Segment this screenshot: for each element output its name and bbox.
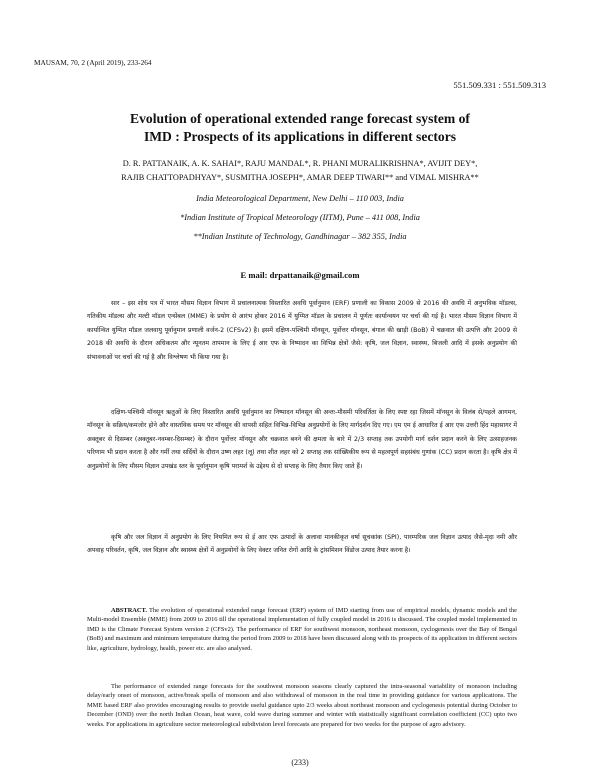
affiliation-imd: India Meteorological Department, New Delhi – 110 003, India: [196, 194, 404, 203]
affiliation-iit: **Indian Institute of Technology, Gandhinagar – 382 355, India: [193, 232, 407, 241]
page-number: (233): [291, 758, 309, 767]
journal-reference: MAUSAM, 70, 2 (April 2019), 233-264: [34, 58, 152, 67]
english-abstract-para-2: The performance of extended range forecasts for the southwest monsoon seasons clearly captured the intra-seasonal variability of monsoon including delay/early onset of monsoon, active/break spells of monsoon and also withdrawal of monsoon in the real time in providing guidance for various applications. The MME based ERF also provides encouraging results to provide useful guidance upto 2/3 weeks about northeast monsoon and cyclogenesis potential during October to December (OND) over the north Indian Ocean, heat wave, cold wave during summer and winter with statistically significant correlation coefficient (CC) upto two weeks. For applications in agriculture sector meteorological subdivision level forecasts are prepared for two weeks for the purpose of agro advisory.: [87, 683, 517, 728]
hindi-abstract-para-2: दक्षिण-पश्चिमी मॉनसून ऋतुओं के लिए विस्तारित अवधि पूर्वानुमान का निष्पादन मॉनसून की अन्तः-मौसमी परिवर्तिता के लिए स्पष्ट रहा जिसमें मॉनसून के विलंब से/पहले आगमन, मॉनसून के सक्रिय/कमजोर होने और वास्तविक समय पर मॉनसून की वापसी सहित विभिन्न-विभिन्न अनुप्रयोगों के लिए मार्गदर्शन दिए गए। एम एम ई आधारित ई आर एफ उत्तरी हिंद महासागर में अक्तूबर से दिसम्बर (अक्तूबर-नवम्बर-दिसम्बर) के दौरान पूर्वोत्तर मॉनसून और चक्रवात बनने की क्षमता के बारे में 2/3 सप्ताह तक उपयोगी मार्ग दर्शन प्रदान करने के लिए उत्साहजनक परिणाम भी प्रदान करता है और गर्मी तथा सर्दियों के दौरान उष्ण लहर (लू) तथा शीत लहर को 2 सप्ताह तक सांख्यिकीय रूप से महत्वपूर्ण सहसंबंध गुणांक (CC) प्रदान करता है। कृषि क्षेत्र में अनुप्रयोगों के लिए मौसम विज्ञान उपखंड स्तर के पूर्वानुमान कृषि परामर्श के उद्देश्य से दो सप्ताह के लिए तैयार किए जाते हैं।: [87, 409, 517, 470]
authors-line-2: RAJIB CHATTOPADHYAY*, SUSMITHA JOSEPH*, AMAR DEEP TIWARI** and VIMAL MISHRA**: [121, 173, 479, 182]
contact-email: E mail: drpattanaik@gmail.com: [240, 270, 360, 280]
english-abstract-para-1: [87, 606, 517, 653]
udc-classification: 551.509.331 : 551.509.313: [453, 80, 546, 90]
title-line-2: IMD : Prospects of its applications in different sectors: [143, 129, 457, 144]
abstract-label: ABSTRACT.: [111, 607, 147, 614]
abstract-text: The evolution of operational extended range forecast (ERF) system of IMD starting from use of empirical models, dynamic models and the Multi-model Ensemble (MME) from 2009 to 2016 till the operational implementation of fully coupled model in 2016 is discussed. The coupled model implemented in IMD is the Climate Forecast System version 2 (CFSv2). The performance of ERF for southwest monsoon, northeast monsoon, cyclogenesis over the Bay of Bengal (BoB) and maximum and minimum temperature during the period from 2009 to 2018 have been discussed along with its prospects of its application in different sectors like, agriculture, hydrology, health, power etc. are also analysed.: [87, 607, 517, 652]
authors-line-1: D. R. PATTANAIK, A. K. SAHAI*, RAJU MANDAL*, R. PHANI MURALIKRISHNA*, AVIJIT DEY*,: [122, 159, 478, 168]
affiliation-iitm: *Indian Institute of Tropical Meteorology (IITM), Pune – 411 008, India: [180, 213, 420, 222]
hindi-abstract-para-1: सार – इस शोध पत्र में भारत मौसम विज्ञान विभाग में प्रचालनात्मक विस्तारित अवधि पूर्वानुमान (ERF) प्रणाली का विकास 2009 से 2016 की अवधि में अनुभविक मॉडल्स, गतिकीय मॉडल्स और मल्टी मॉडल एन्सेंबल (MME) के प्रयोग से आरंभ होकर 2016 में युग्मित मॉडल के प्रचालन में पूर्णतः कार्यान्वयन पर चर्चा की गई है। भारत मौसम विज्ञान विभाग में कार्यान्वित युग्मित मॉडल जलवायु पूर्वानुमान प्रणाली वर्जन-2 (CFSv2) है। इसमें दक्षिण-पश्चिमी मॉनसून, पूर्वोत्तर मॉनसून, बंगाल की खाड़ी (BoB) में चक्रवात की उत्पत्ति और 2009 से 2018 की अवधि के दौरान अधिकतम और न्यूनतम तापमान के लिए ई आर एफ के निष्पादन का विभिन्न क्षेत्रों जैसे: कृषि, जल विज्ञान, स्वास्थ्य, बिजली आदि में इसके अनुप्रयोग की संभावनाओं पर चर्चा की गई है और विश्लेषण भी किया गया है।: [87, 300, 517, 361]
author-list: [48, 157, 552, 185]
paper-title: [60, 110, 540, 146]
title-line-1: Evolution of operational extended range forecast system of: [130, 111, 470, 126]
hindi-abstract-para-3: कृषि और जल विज्ञान में अनुप्रयोग के लिए नियमित रूप से ई आर एफ उत्पादों के अलावा मानकीकृत वर्षा सूचकांक (SPI), पारम्परिक जल विज्ञान उत्पाद जैसे-मृदा नमी और अपवाह परिवर्तन, कृषि, जल विज्ञान और स्वास्थ्य क्षेत्रों में अनुप्रयोगों के लिए वेक्टर जनित रोगों आदि के ट्रांसमिशन विंडोज उत्पाद तैयार करना है।: [87, 534, 517, 555]
